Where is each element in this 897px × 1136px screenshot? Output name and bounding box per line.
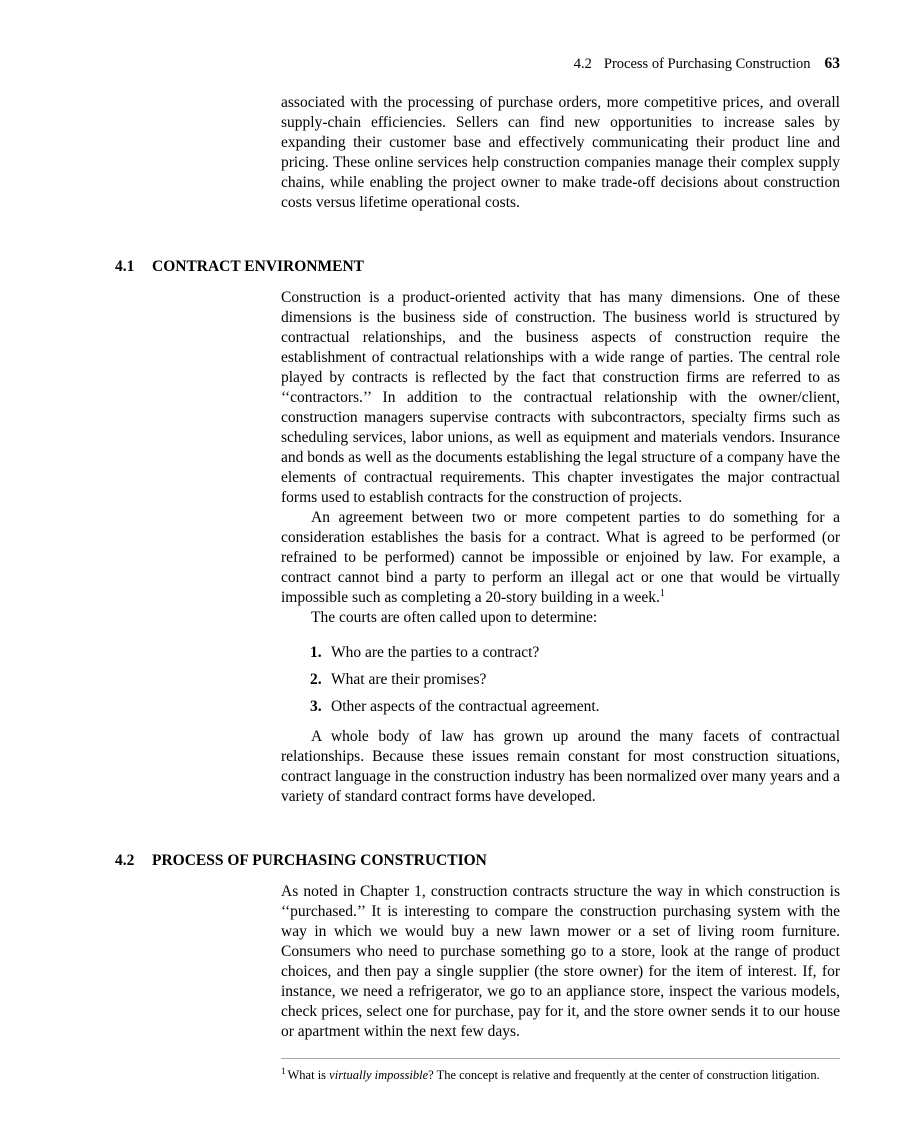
running-header [281,55,840,73]
paragraph [281,508,840,608]
footnote-ref-marker: 1 [659,587,665,599]
paragraph: As noted in Chapter 1, construction contracts structure the way in which construction is ‘‘purchased.’’ It is interesting to compare the construction purchasing system with the way in which we would buy a new lawn mower or a set of living room furniture. Consumers who need to purchase something go to a store, look at the range of product choices, and then pay a single supplier (the store owner) for the item of interest. If, for instance, we need a refrigerator, we go to an appliance store, inspect the various models, check prices, select one for purchase, pay for it, and the store owner sends it to our house or apartment within the next few days. [281,883,840,1040]
list-item-number: 3. [310,698,322,715]
footnote-rule [281,1058,840,1059]
paragraph: Construction is a product-oriented activity that has many dimensions. One of these dimensions is the business side of construction. The business world is structured by contractual relationships, and the business aspects of construction require the establishment of contractual relationships with a wide range of parties. The central role played by contracts is reflected by the fact that construction firms are referred to as ‘‘contractors.’’ In addition to the contractual relationship with the owner/client, construction managers supervise contracts with subcontractors, specialty firms such as scheduling services, labor unions, as well as equipment and materials vendors. Insurance and bonds as well as the documents establishing the legal structure of a company have the elements of contractual requirements. This chapter investigates the major contractual forms used to establish contracts for the construction of projects. [281,289,840,506]
footnote-text-after: ? The concept is relative and frequently at the center of construction litigation. [428,1068,820,1082]
list-item-text: Other aspects of the contractual agreement. [331,698,600,715]
section-title: PROCESS OF PURCHASING CONSTRUCTION [152,852,487,869]
section-4-1-heading [115,257,840,277]
section-4-2-heading [115,851,840,871]
list-intro-paragraph: The courts are often called upon to determine: [311,609,598,626]
footnote-number: 1 [281,1065,286,1076]
paragraph-text: An agreement between two or more competent parties to do something for a consideration establishes the basis for a contract. What is agreed to be performed (or refrained to be performed) cannot be impossible or enjoined by law. For example, a contract cannot bind a party to perform an illegal act or one that would be virtually impossible such as completing a 20-story building in a week. [281,509,840,606]
footnote-text-italic: virtually impossible [329,1068,429,1082]
footnote-text-before: What is [287,1068,330,1082]
section-4-2 [115,851,840,1042]
section-4-1-body [281,288,840,807]
section-number: 4.2 [115,852,135,869]
footnote [281,1058,840,1083]
intro-paragraph: associated with the processing of purchase orders, more competitive prices, and overall supply-chain efficiencies. Sellers can find new opportunities to increase sales by expanding their customer base and effectively communicating their product line and pricing. These online services help construction companies manage their complex supply chains, while enabling the project owner to make trade-off decisions about construction costs versus lifetime operational costs. [281,94,840,211]
list-item [310,670,840,690]
list-item [310,643,840,663]
list-item-number: 1. [310,644,322,661]
page-number: 63 [824,55,840,72]
intro-block [281,93,840,213]
list-item-text: Who are the parties to a contract? [331,644,540,661]
section-4-1 [115,257,840,807]
section-4-2-body [281,882,840,1042]
numbered-list [281,643,840,717]
list-item-text: What are their promises? [331,671,487,688]
running-header-section-ref: 4.2 [573,56,592,72]
paragraph: A whole body of law has grown up around the many facets of contractual relationships. Because these issues remain constant for most construction situations, contract language in the construction industry has been normalized over many years and a variety of standard contract forms have developed. [281,728,840,805]
page-content [115,93,840,1042]
section-number: 4.1 [115,258,135,275]
section-title: CONTRACT ENVIRONMENT [152,258,364,275]
list-item-number: 2. [310,671,322,688]
running-header-section-title: Process of Purchasing Construction [603,56,811,72]
footnote-text [281,1067,840,1083]
list-item [310,697,840,717]
